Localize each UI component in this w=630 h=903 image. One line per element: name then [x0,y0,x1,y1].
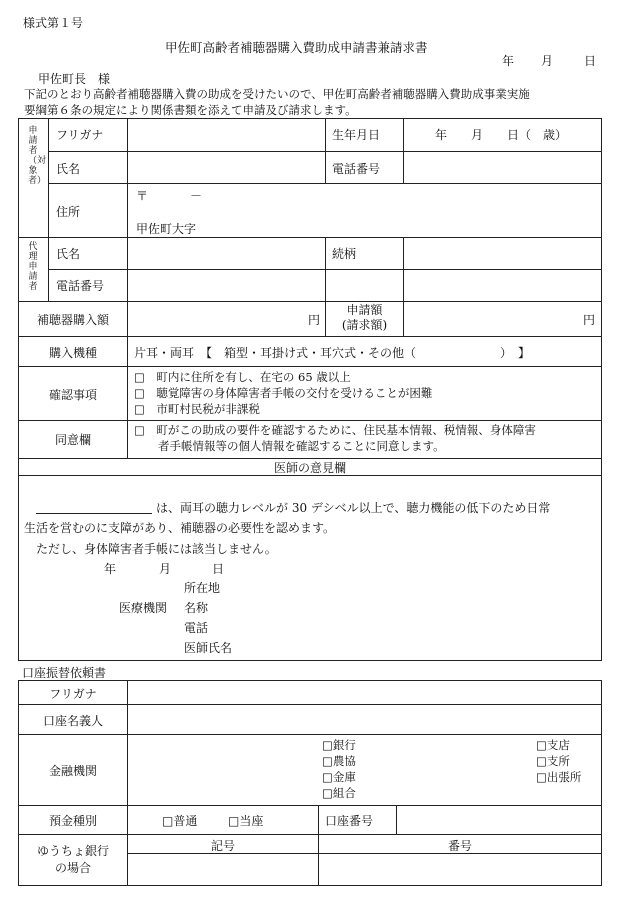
confirm-item-residence[interactable]: □ 町内に住所を有し、在宅の 65 歳以上 [134,370,351,384]
request-label-line-2: (請求額) [341,318,388,332]
yucho-symbol-label: 記号 [210,839,235,853]
yucho-number-label: 番号 [447,839,472,853]
account-holder-field[interactable] [128,705,601,733]
deposit-type-label: 預金種別 [48,814,97,828]
branch-option-sub-branch[interactable]: □支所 [536,754,570,768]
purchase-yen: 円 [308,313,321,327]
bank-option-shinkin[interactable]: □金庫 [322,770,356,784]
account-number-label: 口座番号 [325,814,374,828]
bank-option-bank[interactable]: □銀行 [322,738,356,752]
deposit-current-option[interactable]: □当座 [228,814,264,828]
consent-text[interactable] [134,422,536,454]
addressee: 甲佐町長 様 [38,72,111,86]
account-furigana-label: フリガナ [49,687,97,701]
birthdate-label: 生年月日 [332,128,381,142]
agent-name-field[interactable] [128,238,324,268]
consent-line-2: 者手帳情報等の個人情報を確認することに同意します。 [158,439,445,453]
address-label: 住所 [56,205,81,219]
yucho-symbol-field[interactable] [128,854,317,885]
institution-label: 医療機関 [119,601,168,615]
phone-field[interactable] [404,152,601,182]
consent-label: 同意欄 [54,433,91,447]
form-number: 様式第１号 [23,16,84,30]
model-label: 購入機種 [48,346,97,360]
account-number-field[interactable] [397,806,601,833]
request-label-line-1: 申請額 [346,303,383,317]
confirm-item-tax[interactable]: □ 市町村民税が非課税 [134,402,260,416]
bank-type-options [322,737,356,801]
date-day-label: 日 [584,54,597,68]
yucho-number-field[interactable] [319,854,601,885]
relation-field[interactable] [404,238,601,268]
agent-phone-label: 電話番号 [56,279,105,293]
account-furigana-field[interactable] [128,681,601,703]
doctor-date-year: 年 [104,562,117,576]
institution-name-label: 名称 [184,601,209,615]
doctor-text-2: 生活を営むのに支障があり、補聴器の必要性を認めます。 [24,521,336,535]
phone-label: 電話番号 [332,162,381,176]
applicant-group-label: 申請者（対象者） [28,126,47,186]
furigana-field[interactable] [128,119,324,150]
purchase-amount-label: 補聴器購入額 [36,313,109,327]
account-holder-label: 口座名義人 [42,714,103,728]
location-label: 所在地 [184,581,221,595]
confirm-item-hearing[interactable]: □ 聴覚障害の身体障害者手帳の交付を受けることが困難 [134,386,433,400]
intro-line-1: 下記のとおり高齢者補聴器購入費の助成を受けたいので、甲佐町高齢者補聴器購入費助成事業実施 [24,87,530,101]
form-title: 甲佐町高齢者補聴器購入費助成申請書兼請求書 [165,40,428,55]
relation-label: 続柄 [332,247,357,261]
doctor-name-label: 医師氏名 [184,641,233,655]
confirm-label: 確認事項 [48,388,97,402]
yucho-label [19,843,127,877]
branch-option-office[interactable]: □出張所 [536,770,582,784]
confirm-list [134,369,432,417]
request-amount-label [326,303,403,333]
yucho-label-line-2: の場合 [54,861,91,875]
address-town: 甲佐町大字 [136,222,197,236]
yucho-label-line-1: ゆうちょ銀行 [36,844,109,858]
bank-option-agri-coop[interactable]: □農協 [322,754,356,768]
account-section-title: 口座振替依頼書 [22,666,107,680]
deposit-ordinary-option[interactable]: □普通 [162,814,198,828]
consent-line-1: □ 町がこの助成の要件を確認するために、住民基本情報、税情報、身体障害 [134,423,536,437]
agent-group-label: 代理申請者 [28,242,38,292]
doctor-opinion-header: 医師の意見欄 [273,461,346,475]
birthdate-field[interactable]: 年 月 日（ 歳） [435,128,568,142]
date-month-label: 月 [541,54,554,68]
intro-line-2: 要綱第６条の規定により関係書類を添えて申請及び請求します。 [24,103,357,117]
request-yen: 円 [583,313,596,327]
doctor-date-day: 日 [212,562,225,576]
doctor-date-month: 月 [159,562,172,576]
postal-mark: 〒 [136,189,149,203]
institution-row-label: 金融機関 [48,764,97,778]
institution-phone-label: 電話 [184,621,209,635]
patient-name-blank [36,513,152,514]
agent-phone-field[interactable] [128,270,601,300]
agent-name-label: 氏名 [56,247,81,261]
furigana-label: フリガナ [56,128,104,142]
branch-type-options [536,737,581,785]
bank-option-union[interactable]: □組合 [322,786,356,800]
postal-dash: － [190,189,203,203]
name-field[interactable] [128,152,324,182]
branch-option-branch[interactable]: □支店 [536,738,570,752]
name-label: 氏名 [56,162,81,176]
date-year-label: 年 [502,54,515,68]
doctor-text-1: は、両耳の聴力レベルが 30 デシベル以上で、聴力機能の低下のため日常 [156,501,551,515]
doctor-text-3: ただし、身体障害者手帳には該当しません。 [36,542,277,556]
model-value[interactable]: 片耳・両耳 【 箱型・耳掛け式・耳穴式・その他（ ） 】 [134,346,531,360]
